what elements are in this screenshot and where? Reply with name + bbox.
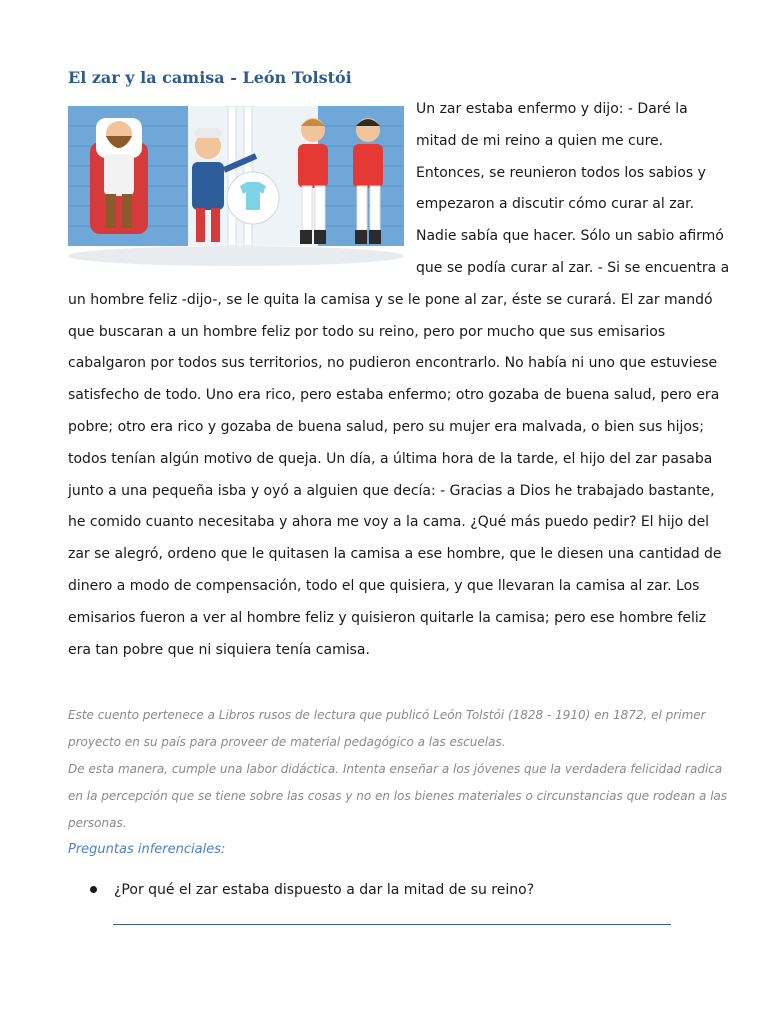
- sage-leg: [196, 208, 205, 242]
- soldier-uniform: [298, 144, 328, 188]
- soldier-leg-2: [315, 186, 325, 230]
- sage-leg-2: [211, 208, 220, 242]
- bullet-icon: [90, 886, 97, 893]
- sage-hat: [194, 128, 222, 138]
- question-text: ¿Por qué el zar estaba dispuesto a dar la mitad de su reino?: [114, 882, 535, 898]
- questions-list: [90, 876, 730, 904]
- story-paragraph: Un zar estaba enfermo y dijo: - Daré la mitad de mi reino a quien me cure. Entonces, se reunieron todos los sabios y empezaron a discutir cómo curar al zar. Nadie sabía que hacer. Sólo un sabio afirmó que se podía curar al zar. - Si se encuentra a un hombre feliz -dijo-, se le quita la camisa y se le pone al zar, éste se curará. El zar mandó que buscaran a un hombre feliz por todo su reino, pero por mucho que sus emisarios cabalgaron por todos sus territorios, no pudieron encontrarlo. No había ni uno que estuviese satisfecho de todo. Uno era rico, pero estaba enfermo; otro gozaba de buena salud, pero era pobre; otro era rico y gozaba de buena salud, pero su mujer era malvada, o bien sus hijos; todos tenían algún motivo de queja. Un día, a última hora de la tarde, el hijo del zar pasaba junto a una pequeña isba y oyó a alguien que decía: - Gracias a Dios he trabajado bastante, he comido cuanto necesitaba y ahora me voy a la cama. ¿Qué más puedo pedir? El hijo del zar se alegró, ordeno que le quitasen la camisa a ese hombre, que le diesen una cantidad de dinero a modo de compensación, todo el que quisiera, y que llevaran la camisa al zar. Los emisarios fueron a ver al hombre feliz y quisieron quitarle la camisa; pero ese hombre feliz era tan pobre que ni siquiera tenía camisa.: [68, 101, 730, 658]
- sage-coat: [192, 162, 224, 210]
- soldier-2-boot-2: [369, 230, 381, 244]
- tsar-leg-2: [122, 194, 132, 228]
- tsar-robe: [104, 154, 134, 196]
- soldier-2-leg-2: [370, 186, 380, 230]
- soldier-boot-2: [314, 230, 326, 244]
- tsar-leg: [106, 194, 116, 228]
- story-illustration: [68, 106, 404, 266]
- document-title: El zar y la camisa - León Tolstói: [68, 68, 352, 87]
- soldier-leg: [302, 186, 312, 230]
- author-note: [68, 702, 732, 837]
- note-paragraph: Este cuento pertenece a Libros rusos de lectura que publicó León Tolstói (1828 - 1910) en 1872, el primer proyecto en su país para proveer de material pedagógico a las escuelas.: [68, 708, 706, 749]
- note-paragraph-2: De esta manera, cumple una labor didáctica. Intenta enseñar a los jóvenes que la verdadera felicidad radica en la percepción que se tiene sobre las cosas y no en los bienes materiales o circunstancias que rodean a las personas.: [68, 762, 728, 830]
- questions-title: Preguntas inferenciales:: [68, 842, 226, 857]
- answer-line[interactable]: [113, 924, 671, 925]
- question-item: [90, 876, 730, 904]
- illustration-floor: [68, 246, 404, 266]
- soldier-2-uniform: [353, 144, 383, 188]
- soldier-boot: [300, 230, 312, 244]
- soldier-2-boot: [355, 230, 367, 244]
- illustration-column: [228, 106, 236, 246]
- soldier-2-leg: [357, 186, 367, 230]
